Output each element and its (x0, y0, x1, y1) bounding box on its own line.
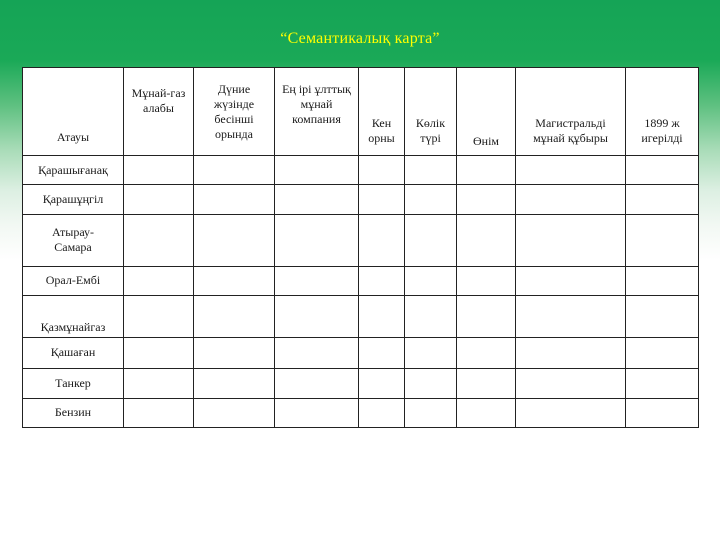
table-row (23, 369, 699, 398)
table-cell[interactable] (124, 156, 194, 185)
header-cell-name (23, 68, 124, 156)
table-cell[interactable] (626, 296, 699, 338)
table-cell[interactable] (275, 156, 359, 185)
table-cell[interactable] (405, 369, 457, 398)
header-cell-transport (405, 68, 457, 156)
table-cell[interactable] (405, 296, 457, 338)
table-cell[interactable] (516, 296, 626, 338)
header-cell-field (124, 68, 194, 156)
table-cell[interactable] (194, 337, 275, 368)
row-label: Қарашұңгіл (23, 185, 124, 214)
semantic-map-table (22, 67, 699, 428)
table-cell[interactable] (626, 185, 699, 214)
slide-title: “Семантикалық карта” (280, 30, 440, 47)
row-label-cell (23, 296, 124, 338)
row-label: Қарашығанақ (23, 156, 124, 185)
table-cell[interactable] (516, 398, 626, 428)
table-cell[interactable] (626, 337, 699, 368)
table-cell[interactable] (405, 337, 457, 368)
header-label: Кен орны (368, 116, 395, 145)
table-row (23, 156, 699, 185)
table-cell[interactable] (405, 398, 457, 428)
table-cell[interactable] (516, 266, 626, 295)
table-cell[interactable] (405, 185, 457, 214)
table-row (23, 337, 699, 368)
table-cell[interactable] (516, 156, 626, 185)
table-row (23, 185, 699, 214)
table-cell[interactable] (516, 369, 626, 398)
table-cell[interactable] (359, 266, 405, 295)
header-cell-company (275, 68, 359, 156)
table-cell[interactable] (405, 214, 457, 266)
table-cell[interactable] (457, 185, 516, 214)
table-cell[interactable] (516, 337, 626, 368)
table-cell[interactable] (626, 266, 699, 295)
table-cell[interactable] (359, 337, 405, 368)
header-label: Атауы (56, 130, 90, 144)
table-cell[interactable] (275, 185, 359, 214)
table-cell[interactable] (457, 369, 516, 398)
table-cell[interactable] (124, 296, 194, 338)
table-row (23, 398, 699, 428)
header-cell-world-rank (194, 68, 275, 156)
table-cell[interactable] (359, 156, 405, 185)
header-label: Мұнай-газ алабы (131, 86, 186, 115)
table-cell[interactable] (405, 156, 457, 185)
table-row (23, 296, 699, 338)
table-cell[interactable] (405, 266, 457, 295)
table-cell[interactable] (457, 156, 516, 185)
table-cell[interactable] (124, 398, 194, 428)
table-cell[interactable] (124, 185, 194, 214)
table-cell[interactable] (124, 337, 194, 368)
table-cell[interactable] (275, 266, 359, 295)
table-cell[interactable] (124, 266, 194, 295)
table-cell[interactable] (124, 369, 194, 398)
table-cell[interactable] (194, 398, 275, 428)
header-label: Көлік түрі (415, 116, 446, 145)
table-cell[interactable] (457, 214, 516, 266)
table-cell[interactable] (359, 296, 405, 338)
row-label: Бензин (23, 398, 124, 428)
table-cell[interactable] (359, 214, 405, 266)
table-cell[interactable] (194, 369, 275, 398)
table-cell[interactable] (275, 296, 359, 338)
row-label: Орал-Ембі (23, 266, 124, 295)
table-cell[interactable] (194, 185, 275, 214)
header-label: Өнім (472, 134, 499, 148)
table-cell[interactable] (516, 214, 626, 266)
table-row (23, 214, 699, 266)
row-label: Танкер (23, 369, 124, 398)
table-cell[interactable] (275, 337, 359, 368)
header-label: 1899 ж игерілді (641, 116, 683, 145)
table-row (23, 266, 699, 295)
header-row (23, 68, 699, 156)
header-cell-pipeline (516, 68, 626, 156)
table-cell[interactable] (194, 296, 275, 338)
table-cell[interactable] (275, 398, 359, 428)
header-label: Магистральді мұнай құбыры (533, 116, 608, 145)
table-cell[interactable] (359, 398, 405, 428)
table-cell[interactable] (275, 214, 359, 266)
table-cell[interactable] (626, 369, 699, 398)
table-cell[interactable] (626, 214, 699, 266)
table-cell[interactable] (457, 266, 516, 295)
table-cell[interactable] (194, 156, 275, 185)
table-cell[interactable] (359, 185, 405, 214)
table-cell[interactable] (626, 156, 699, 185)
table-cell[interactable] (457, 296, 516, 338)
table-cell[interactable] (359, 369, 405, 398)
row-label: Атырау-Самара (23, 214, 124, 266)
header-label: Ең ірі ұлттық мұнай компания (282, 82, 351, 126)
table-cell[interactable] (457, 337, 516, 368)
table-cell[interactable] (626, 398, 699, 428)
header-cell-product (457, 68, 516, 156)
table-cell[interactable] (194, 214, 275, 266)
header-cell-deposit (359, 68, 405, 156)
table-cell[interactable] (457, 398, 516, 428)
table-cell[interactable] (275, 369, 359, 398)
table-cell[interactable] (194, 266, 275, 295)
table-cell[interactable] (516, 185, 626, 214)
row-label: Қашаған (23, 337, 124, 368)
header-cell-year (626, 68, 699, 156)
header-label: Дүние жүзінде бесінші орында (213, 82, 255, 141)
row-label: Қазмұнайгаз (40, 319, 106, 334)
table-cell[interactable] (124, 214, 194, 266)
